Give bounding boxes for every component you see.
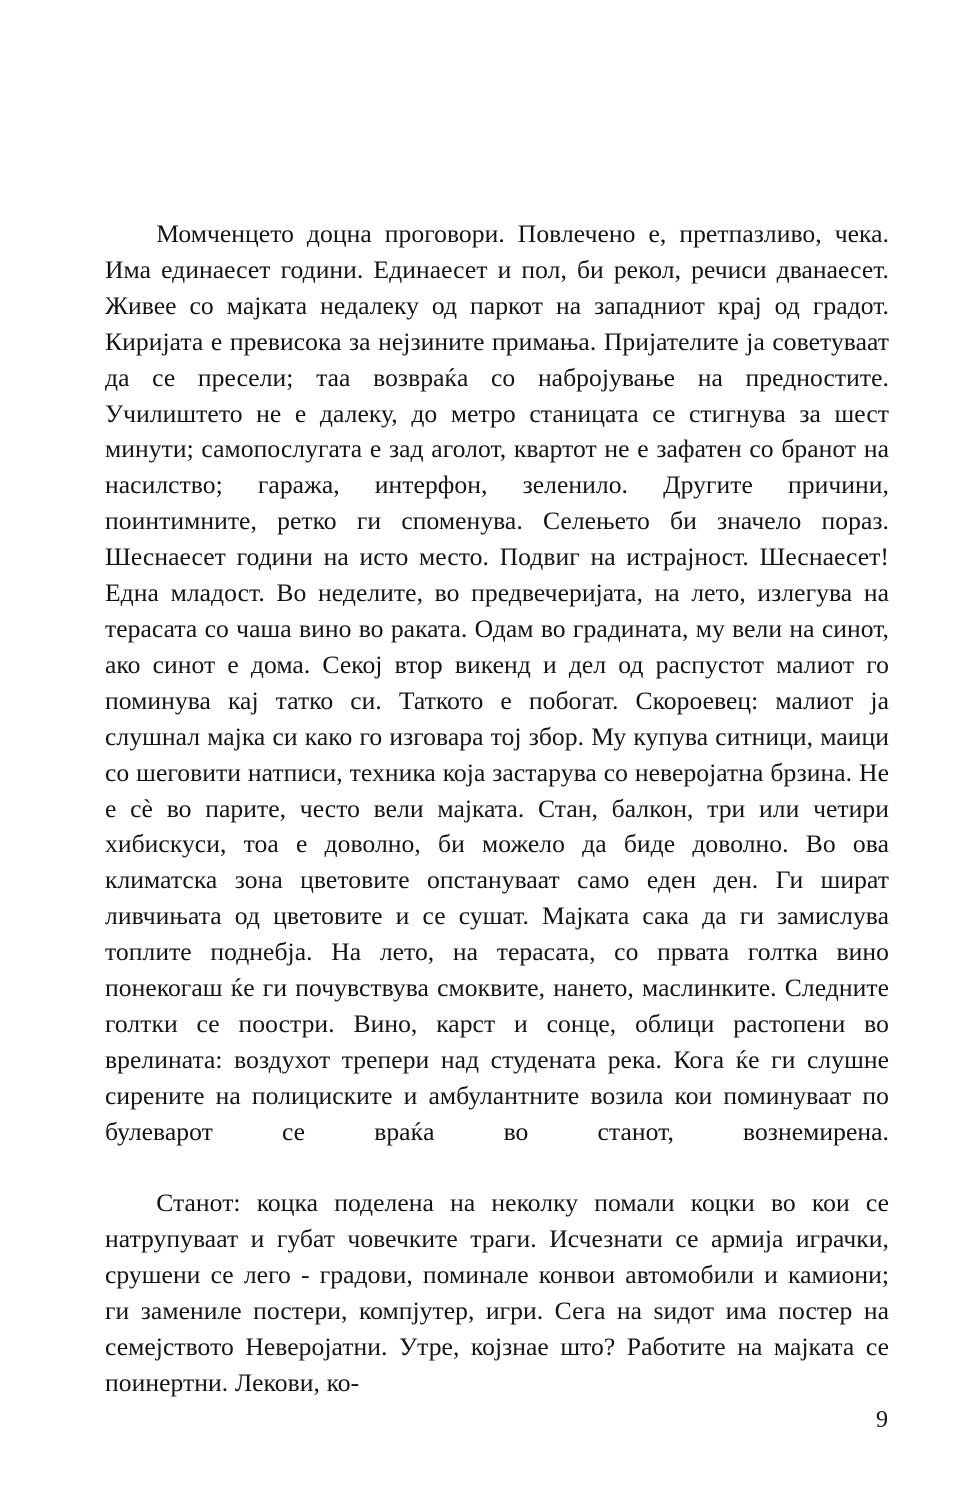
page-number: 9	[876, 1407, 888, 1433]
body-paragraph-2: Станот: коцка поделена на неколку помали коцки во кои се натрупуваат и губат човечките траги. Исчезнати се армија играчки, срушени се лего - градови, поминале конвои автомобили и камиони; ги замениле постери, компјутер, игри. Сега на ѕидот има постер на семејството Неверојатни. Утре, којзнае што? Работите на мајката се поинертни. Лекови, ко-	[105, 1188, 889, 1397]
page-text-block	[105, 216, 889, 1401]
body-paragraph-1: Момченцето доцна проговори. Повлечено е, претпазливо, чека. Има единаесет години. Единаесет и пол, би рекол, речиси дванаесет. Живее со мајката недалеку од паркот на западниот крај од градот. Киријата е превисока за нејзините примања. Пријателите ја советуваат да се пресели; таа возвраќа со набројување на предностите. Училиштето не е далеку, до метро станицата се стигнува за шест минути; самопослугата е зад аголот, квартот не е зафатен со бранот на насилство; гаража, интерфон, зеленило. Другите причини, поинтимните, ретко ги споменува. Селењето би значело пораз. Шеснаесет години на исто место. Подвиг на истрајност. Шеснаесет! Една младост. Во неделите, во предвечеријата, на лето, излегува на терасата со чаша вино во раката. Одам во градината, му вели на синот, ако синот е дома. Секој втор викенд и дел од распустот малиот го поминува кај татко си. Таткото е побогат. Скороевец: малиот ја слушнал мајка си како го изговара тој збор. Му купува ситници, маици со шеговити натписи, техника која застарува со неверојатна брзина. Не е сè во парите, често вели мајката. Стан, балкон, три или четири хибискуси, тоа е доволно, би можело да биде доволно. Во ова климатска зона цветовите опстануваат само еден ден. Ги шират ливчињата од цветовите и се сушат. Мајката сака да ги замислува топлите поднебја. На лето, на терасата, со првата голтка вино понекогаш ќе ги почувствува смоквите, нането, маслинките. Следните голтки се поостри. Вино, карст и сонце, облици растопени во врелината: воздухот трепери над студената река. Кога ќе ги слушне сирените на полициските и амбулантните возила кои поминуваат по булеварот се враќа во станот, вознемирена.	[105, 219, 889, 1146]
